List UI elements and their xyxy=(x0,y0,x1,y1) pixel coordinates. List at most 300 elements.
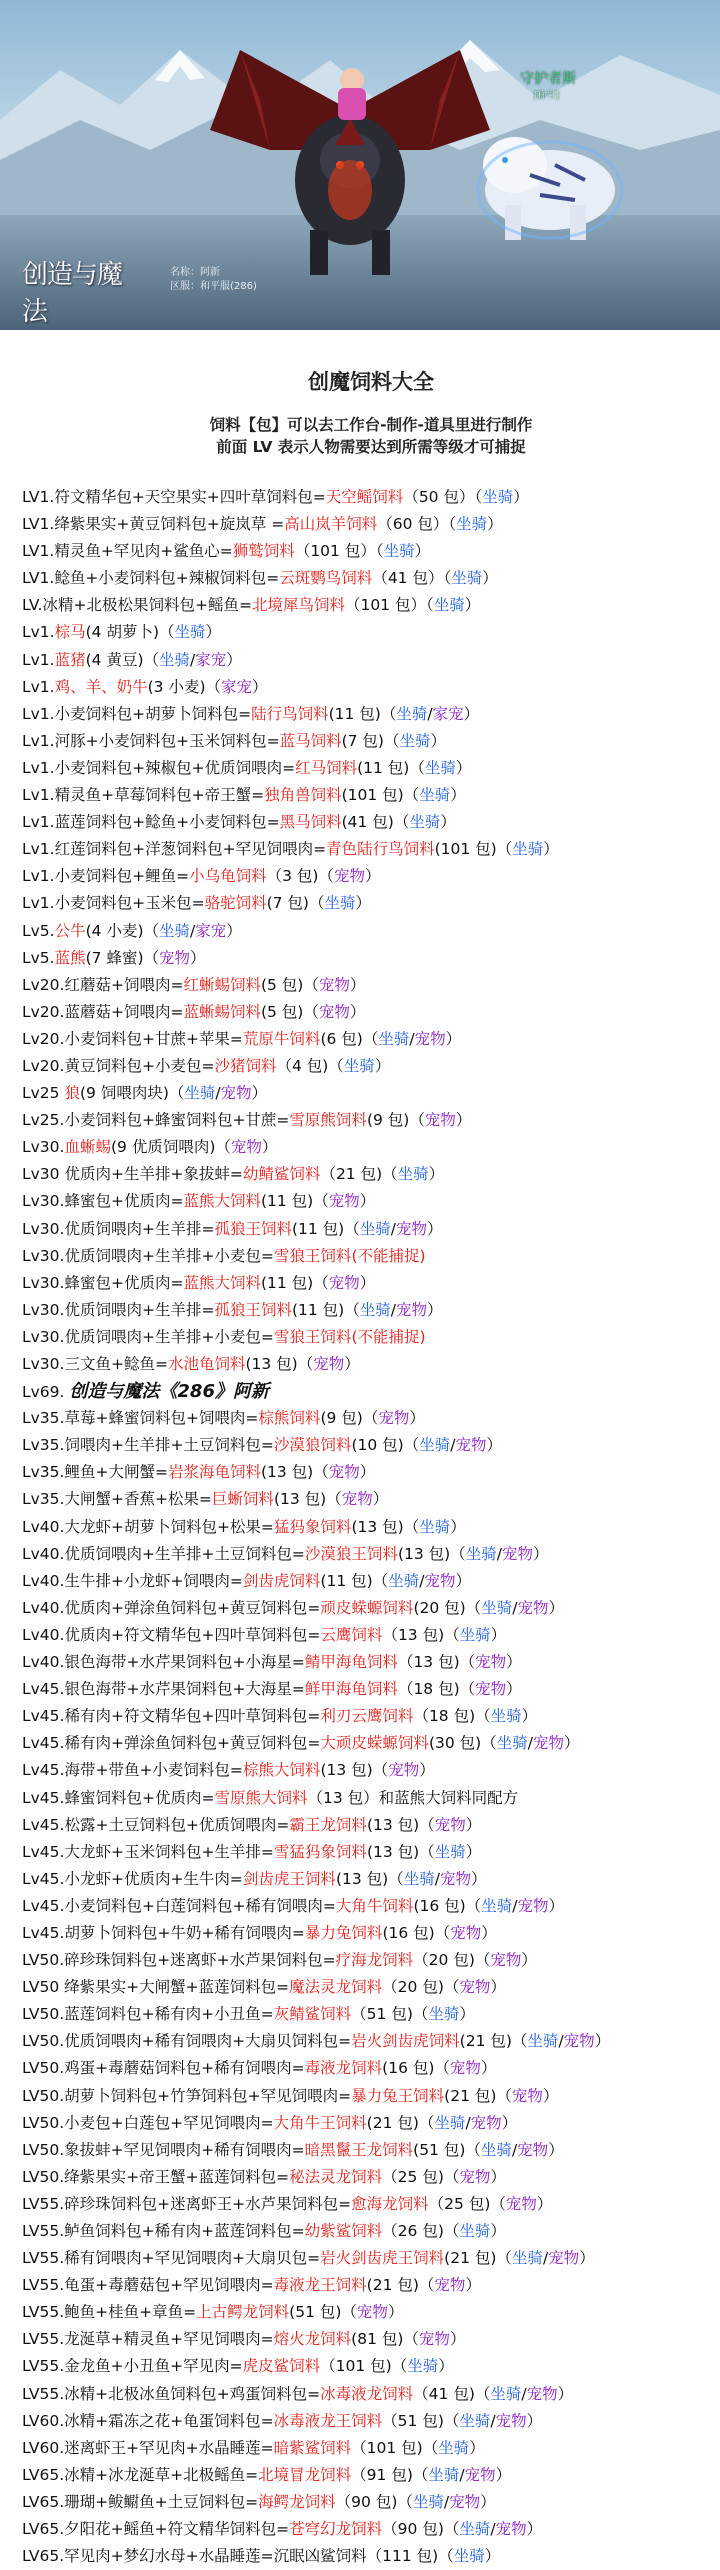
mount-tag: 坐骑 xyxy=(359,1300,391,1319)
recipe-text: Lv1.精灵鱼+草莓饲料包+帝王蟹= xyxy=(22,786,265,805)
recipe-text: / xyxy=(490,2411,496,2430)
char-name-label: 名称： xyxy=(170,267,200,278)
char-server: 和平服(286) xyxy=(200,281,257,292)
recipe-row xyxy=(22,1649,720,1676)
recipe-row xyxy=(22,1188,720,1215)
recipe-text: ） xyxy=(440,813,456,832)
recipe-text: （21 包)（ xyxy=(320,1165,398,1184)
recipe-row xyxy=(22,1893,720,1920)
mount-tag: 坐骑 xyxy=(359,1219,391,1238)
recipe-text: LV55.稀有饲喂肉+罕见饲喂肉+大扇贝包= xyxy=(22,2249,321,2268)
mount-tag: 坐骑 xyxy=(159,650,191,669)
recipe-feed-name: 蓝熊大饲料 xyxy=(183,1192,261,1211)
recipe-text: ） xyxy=(465,1815,482,1834)
recipe-feed-name: 岩火剑齿虎饲料 xyxy=(351,2032,460,2051)
recipe-text: ） xyxy=(359,1463,376,1482)
pet-tag: 宠物 xyxy=(526,2384,558,2403)
mount-tag: 坐骑 xyxy=(456,515,488,534)
recipe-feed-name: 岩火剑齿虎王饲料 xyxy=(320,2249,445,2268)
recipe-row xyxy=(22,1378,720,1405)
recipe-text: LV65.冰精+冰龙涎草+北极鳐鱼= xyxy=(22,2465,259,2484)
recipe-row xyxy=(22,1432,720,1459)
recipe-feed-name: 剑齿虎饲料 xyxy=(242,1571,321,1590)
recipe-text: ） xyxy=(449,2330,466,2349)
white-tiger-mount-figure xyxy=(460,95,630,245)
recipe-text: (13 包)（ xyxy=(351,1517,420,1536)
mount-tag: 坐骑 xyxy=(465,1544,497,1563)
recipe-feed-name: 北境犀鸟饲料 xyxy=(251,596,345,615)
recipe-text: ） xyxy=(252,677,268,696)
recipe-feed-name: 暗紫鲨饲料 xyxy=(273,2438,352,2457)
recipe-feed-name: 红马饲料 xyxy=(295,758,358,777)
recipe-text: ） xyxy=(521,1707,538,1726)
pet-tag: 宠物 xyxy=(511,2086,543,2105)
recipe-feed-name: 云斑鹦鸟饲料 xyxy=(279,569,373,588)
pet-tag: 宠物 xyxy=(532,1734,564,1753)
recipe-feed-name: 鸡、羊、奶牛 xyxy=(54,677,148,696)
recipe-row xyxy=(22,1541,720,1568)
recipe-text: （18 包)（ xyxy=(397,1680,476,1699)
recipe-text: LV1.符文精华包+天空果实+四叶草饲料包= xyxy=(22,488,326,506)
pet-tag: 宠物 xyxy=(464,2465,496,2484)
pet-tag: 宠物 xyxy=(328,1463,360,1482)
recipe-text: (5 包)（ xyxy=(260,1002,319,1021)
recipe-text: ） xyxy=(532,1544,549,1563)
recipe-row xyxy=(22,945,720,972)
recipe-row xyxy=(22,1947,720,1974)
recipe-feed-name: 剑齿虎王饲料 xyxy=(242,1869,336,1888)
recipe-text: ） xyxy=(484,2547,501,2566)
recipe-text: ） xyxy=(542,2086,559,2105)
recipe-text: ） xyxy=(490,1978,506,1997)
recipe-row xyxy=(22,1026,720,1053)
recipe-row xyxy=(22,1812,720,1839)
recipe-feed-name: 狼 xyxy=(64,1084,80,1103)
recipe-text: (51 包)（ xyxy=(413,2140,481,2159)
recipe-feed-name: 疗海龙饲料 xyxy=(335,1951,414,1970)
recipe-text: Lv1.小麦饲料包+玉米包= xyxy=(22,894,205,913)
recipe-text: Lv40.优质饲喂肉+生羊排+土豆饲料包= xyxy=(22,1544,305,1563)
recipe-text: LV55.冰精+北极冰鱼饲料包+鸡蛋饲料包= xyxy=(22,2384,321,2403)
recipe-text: Lv30 优质肉+生羊排+象拔蚌= xyxy=(22,1165,243,1184)
pet-tag: 宠物 xyxy=(517,1598,549,1617)
recipe-feed-name: 毒液龙王饲料 xyxy=(273,2276,367,2295)
recipe-feed-name: 陆行鸟饲料 xyxy=(251,704,329,723)
recipe-text: / xyxy=(409,1029,415,1048)
recipe-text: ） xyxy=(419,1761,435,1780)
recipe-text: Lv20.小麦饲料包+甘蔗+苹果= xyxy=(22,1029,243,1048)
recipe-text: (4 黄豆)（ xyxy=(85,650,160,669)
mount-tag: 坐骑 xyxy=(419,786,451,805)
recipe-text: / xyxy=(434,1869,440,1888)
recipe-text: ） xyxy=(513,488,529,506)
pet-tag: 宠物 xyxy=(378,1409,410,1428)
recipe-text: ） xyxy=(359,1273,376,1292)
recipe-text: ） xyxy=(465,2276,481,2295)
recipe-text: ） xyxy=(409,1409,425,1428)
recipe-text: Lv69. xyxy=(22,1383,70,1402)
recipe-text: (11 包)（ xyxy=(320,1571,389,1590)
recipe-text: Lv40.银色海带+水芹果饲料包+小海星= xyxy=(22,1653,305,1672)
recipe-feed-name: 红蜥蜴饲料 xyxy=(183,975,261,994)
pet-tag: 家宠 xyxy=(432,704,464,723)
recipe-text: LV55.碎珍珠饲料包+迷离虾王+水芦果饲料包= xyxy=(22,2194,352,2213)
pet-tag: 宠物 xyxy=(434,1815,466,1834)
mount-tag: 坐骑 xyxy=(459,2520,491,2539)
pet-tag: 宠物 xyxy=(495,2520,527,2539)
mount-tag: 坐骑 xyxy=(388,1571,420,1590)
recipe-text: LV50.胡萝卜饲料包+竹笋饲料包+罕见饲喂肉= xyxy=(22,2086,352,2105)
recipe-text: （90 包)（ xyxy=(335,2492,413,2511)
recipe-feed-name: 北境冒龙饲料 xyxy=(258,2465,352,2484)
recipe-text: / xyxy=(190,650,196,669)
recipe-text: (21 包)（ xyxy=(444,2086,512,2105)
recipe-text: （90 包)（ xyxy=(382,2520,460,2539)
recipe-text: ） xyxy=(372,1490,389,1509)
pet-tag: 宠物 xyxy=(517,1896,549,1915)
recipe-text: ） xyxy=(359,1192,376,1211)
recipe-text: / xyxy=(427,704,433,723)
mount-tag: 坐骑 xyxy=(399,731,431,750)
recipe-text: (4 小麦)（ xyxy=(85,921,160,940)
mount-tag: 坐骑 xyxy=(174,623,206,642)
recipe-row xyxy=(22,1161,720,1188)
recipe-text: LV55.金龙鱼+小丑鱼+罕见肉= xyxy=(22,2357,243,2376)
mount-tag: 坐骑 xyxy=(433,596,465,615)
recipe-text: Lv5. xyxy=(22,921,55,940)
pet-tag: 家宠 xyxy=(195,650,227,669)
recipe-text: / xyxy=(496,1544,502,1563)
recipe-row xyxy=(22,1676,720,1703)
recipe-text: (7 包)（ xyxy=(341,731,400,750)
recipe-text: LV50.蓝莲饲料包+稀有肉+小丑鱼= xyxy=(22,2005,274,2024)
pet-tag: 宠物 xyxy=(501,1544,533,1563)
recipe-feed-name: 虎皮鲨饲料 xyxy=(242,2357,321,2376)
recipe-text: (20 包)（ xyxy=(413,1598,482,1617)
recipe-text: LV50.优质饲喂肉+稀有饲喂肉+大扇贝饲料包= xyxy=(22,2032,352,2051)
recipe-text: / xyxy=(542,2249,549,2268)
recipe-row xyxy=(22,918,720,945)
mount-tag: 坐骑 xyxy=(428,2005,460,2024)
subtitle-line: 饲料【包】可以去工作台-制作-道具里进行制作 xyxy=(209,416,533,434)
recipe-feed-name: 秘法灵龙饲料 xyxy=(289,2167,383,2186)
recipe-feed-name: 巨蜥饲料 xyxy=(211,1490,274,1509)
recipe-text: Lv1.小麦饲料包+胡萝卜饲料包= xyxy=(22,704,252,723)
recipe-text: LV50.碎珍珠饲料包+迷离虾+水芦果饲料包= xyxy=(22,1951,336,1970)
recipe-feed-name: 海鳄龙饲料 xyxy=(258,2492,336,2511)
pet-tag: 宠物 xyxy=(505,2194,537,2213)
recipe-row xyxy=(22,674,720,701)
recipe-text: （101 包）（ xyxy=(294,542,384,561)
recipe-row xyxy=(22,2272,720,2299)
recipe-row xyxy=(22,2462,720,2489)
recipe-feed-name: 利刃云鹰饲料 xyxy=(320,1707,414,1726)
recipe-text: (9 饲喂肉块)（ xyxy=(79,1084,185,1103)
recipe-text: Lv20.蓝蘑菇+饲喂肉= xyxy=(22,1002,184,1021)
recipe-text: / xyxy=(512,1598,518,1617)
recipe-text: LV50 绛紫果实+大闸蟹+蓝莲饲料包= xyxy=(22,1978,290,1997)
recipe-feed-name: 顽皮蝾螈饲料 xyxy=(320,1598,414,1617)
pet-tag: 宠物 xyxy=(220,1084,252,1103)
recipe-text: (11 包)（ xyxy=(291,1219,360,1238)
player-nameplate xyxy=(520,68,576,101)
recipe-row xyxy=(22,592,720,619)
recipe-text: LV65.珊瑚+鲅鳚鱼+土豆饲料包= xyxy=(22,2492,259,2511)
recipe-text: (13 包)（ xyxy=(366,1842,435,1861)
mount-tag: 坐骑 xyxy=(438,2438,470,2457)
recipe-text: ） xyxy=(536,2194,553,2213)
recipe-text: Lv40.优质肉+弹涂鱼饲料包+黄豆饲料包= xyxy=(22,1598,321,1617)
feed-recipe-list xyxy=(22,484,720,2570)
dragon-mount-figure xyxy=(200,40,500,280)
recipe-text: （41 包）（ xyxy=(372,569,452,588)
recipe-text: LV.冰精+北极松果饲料包+鳐鱼= xyxy=(22,596,252,615)
recipe-text: ） xyxy=(349,975,366,994)
mount-tag: 坐骑 xyxy=(378,1029,410,1048)
mount-tag: 坐骑 xyxy=(512,840,544,859)
recipe-text: ） xyxy=(482,569,498,588)
mount-tag: 坐骑 xyxy=(403,1869,435,1888)
recipe-text: ） xyxy=(501,2113,518,2132)
mount-tag: 坐骑 xyxy=(459,2222,491,2240)
recipe-text: (11 包)（ xyxy=(328,704,397,723)
recipe-row xyxy=(22,701,720,728)
recipe-row xyxy=(22,1703,720,1730)
recipe-text: Lv30. xyxy=(22,1138,65,1157)
recipe-text: ） xyxy=(490,2167,506,2186)
recipe-row xyxy=(22,1270,720,1297)
recipe-text: (16 包)（ xyxy=(413,1896,482,1915)
recipe-text: Lv45.银色海带+水芹果饲料包+大海星= xyxy=(22,1680,305,1699)
recipe-feed-name: 魔法灵龙饲料 xyxy=(289,1978,383,1997)
mount-tag: 坐骑 xyxy=(407,2357,439,2376)
recipe-text: / xyxy=(443,2492,450,2511)
recipe-feed-name: 上古鳄龙饲料 xyxy=(196,2303,290,2322)
mount-tag: 坐骑 xyxy=(496,1734,528,1753)
recipe-text: Lv1. xyxy=(22,650,55,669)
recipe-text: Lv25.小麦饲料包+蜂蜜饲料包+甘蔗= xyxy=(22,1111,290,1130)
recipe-text: Lv40.大龙虾+胡萝卜饲料包+松果= xyxy=(22,1517,274,1536)
game-logo xyxy=(22,254,140,327)
recipe-row xyxy=(22,1216,720,1243)
recipe-text: ） xyxy=(438,2357,454,2376)
recipe-row xyxy=(22,2110,720,2137)
recipe-row xyxy=(22,2028,720,2055)
recipe-text: (13 包)（ xyxy=(397,1544,466,1563)
mount-tag: 坐骑 xyxy=(184,1084,216,1103)
recipe-feed-name: 蓝熊大饲料 xyxy=(183,1273,261,1292)
mount-tag: 坐骑 xyxy=(397,1165,429,1184)
pet-tag: 宠物 xyxy=(159,948,191,967)
recipe-row xyxy=(22,538,720,565)
recipe-feed-name: 猛犸象饲料 xyxy=(273,1517,352,1536)
recipe-text: (81 包)（ xyxy=(351,2330,419,2349)
recipe-text: ） xyxy=(465,1842,482,1861)
pet-tag: 宠物 xyxy=(548,2249,580,2268)
recipe-text: Lv35.鲤鱼+大闸蟹= xyxy=(22,1463,168,1482)
recipe-text: ） xyxy=(374,1056,391,1075)
game-logo-text: 创造与魔法 xyxy=(22,260,123,327)
mount-tag: 坐骑 xyxy=(451,569,483,588)
recipe-row xyxy=(22,1866,720,1893)
recipe-feed-name: 冰毒液龙饲料 xyxy=(320,2384,414,2403)
recipe-text: ） xyxy=(526,2411,543,2430)
mount-tag: 坐骑 xyxy=(159,921,191,940)
recipe-text: （3 包)（ xyxy=(266,867,334,886)
recipe-text: Lv30.优质饲喂肉+生羊排+小麦包= xyxy=(22,1246,274,1265)
recipe-text: Lv45.海带+带鱼+小麦饲料包= xyxy=(22,1761,243,1780)
recipe-row xyxy=(22,2516,720,2543)
recipe-text: ） xyxy=(426,1300,443,1319)
pet-tag: 宠物 xyxy=(356,2303,388,2322)
recipe-text: ） xyxy=(344,1355,360,1373)
recipe-text: （41 包)（ xyxy=(413,2384,491,2403)
recipe-text: Lv5. xyxy=(22,948,55,967)
mount-tag: 坐骑 xyxy=(324,894,356,913)
pet-tag: 宠物 xyxy=(449,2492,481,2511)
recipe-row xyxy=(22,1405,720,1432)
recipe-feed-name: 暗黑鬣王龙饲料 xyxy=(304,2140,414,2159)
recipe-feed-name: 沙漠狼王饲料 xyxy=(304,1544,398,1563)
recipe-feed-name: 蓝马饲料 xyxy=(279,731,342,750)
recipe-text: LV55.龙涎草+精灵鱼+罕见饲喂肉= xyxy=(22,2330,274,2349)
recipe-text: (16 包)（ xyxy=(382,1923,451,1942)
recipe-text: （25 包)（ xyxy=(382,2167,460,2186)
recipe-feed-name: 灰鲭鲨饲料 xyxy=(273,2005,352,2024)
recipe-text: Lv40.生牛排+小龙虾+饲喂肉= xyxy=(22,1571,243,1590)
recipe-row xyxy=(22,2381,720,2408)
pet-tag: 宠物 xyxy=(333,867,365,886)
recipe-row xyxy=(22,2489,720,2516)
pet-tag: 宠物 xyxy=(388,1761,420,1780)
recipe-text: ） xyxy=(464,596,481,615)
recipe-text: （51 包)（ xyxy=(382,2411,460,2430)
recipe-text: LV1.绛紫果实+黄豆饲料包+旋岚草 = xyxy=(22,515,285,534)
recipe-text: ） xyxy=(487,515,503,534)
recipe-text: Lv45.大龙虾+玉米饲料包+生羊排= xyxy=(22,1842,274,1861)
recipe-feed-name: 幼鲭鲨饲料 xyxy=(242,1165,321,1184)
recipe-text: ） xyxy=(480,2492,496,2511)
recipe-feed-name: 冰毒液龙王饲料 xyxy=(273,2411,383,2430)
recipe-row xyxy=(22,1053,720,1080)
recipe-row xyxy=(22,1974,720,2001)
recipe-row xyxy=(22,565,720,592)
recipe-row xyxy=(22,972,720,999)
recipe-feed-name: 孤狼王饲料 xyxy=(214,1219,292,1238)
feed-guide-content xyxy=(0,366,720,2570)
recipe-text: （50 包）（ xyxy=(403,488,483,506)
char-name: 阿新 xyxy=(200,267,220,278)
subtitle-line: 前面 LV 表示人物需要达到所需等级才可捕捉 xyxy=(216,438,526,456)
recipe-text: ） xyxy=(414,542,431,561)
recipe-feed-name: 鲭甲海龟饲料 xyxy=(304,1653,398,1672)
recipe-feed-name: 暴力兔饲料 xyxy=(304,1923,383,1942)
pet-tag: 宠物 xyxy=(418,2330,450,2349)
pet-tag: 宠物 xyxy=(414,1029,446,1048)
recipe-text: (10 包)（ xyxy=(351,1436,420,1455)
recipe-row xyxy=(22,1757,720,1784)
recipe-text: Lv35.饲喂肉+生羊排+土豆饲料包= xyxy=(22,1436,274,1455)
recipe-feed-name: 荒原牛饲料 xyxy=(242,1029,321,1048)
recipe-row xyxy=(22,2408,720,2435)
recipe-row xyxy=(22,484,720,511)
recipe-row xyxy=(22,1351,720,1378)
mount-tag: 坐骑 xyxy=(343,1056,375,1075)
recipe-feed-name: 蓝猪 xyxy=(54,650,86,669)
recipe-feed-name: 公牛 xyxy=(54,921,86,940)
pet-tag: 宠物 xyxy=(395,1300,427,1319)
recipe-text: LV60.冰精+霜冻之花+龟蛋饲料包= xyxy=(22,2411,274,2430)
mount-tag: 坐骑 xyxy=(412,2492,444,2511)
mount-tag: 坐骑 xyxy=(481,1896,513,1915)
recipe-feed-name: 棕熊饲料 xyxy=(258,1409,321,1428)
recipe-feed-name: 狮鹫饲料 xyxy=(232,542,295,561)
recipe-row xyxy=(22,1514,720,1541)
recipe-text: (4 胡萝卜)（ xyxy=(85,623,175,642)
recipe-row xyxy=(22,1243,720,1270)
recipe-feed-name: 骆驼饲料 xyxy=(204,894,267,913)
recipe-text: Lv40.优质肉+符文精华包+四叶草饲料包= xyxy=(22,1625,321,1644)
recipe-text: (9 包)（ xyxy=(320,1409,379,1428)
recipe-text: ） xyxy=(481,1923,497,1942)
recipe-text: / xyxy=(527,1734,533,1753)
mount-tag: 坐骑 xyxy=(419,1517,451,1536)
recipe-text: / xyxy=(419,1571,425,1590)
recipe-feed-name: 大角牛王饲料 xyxy=(273,2113,367,2132)
mount-tag: 坐骑 xyxy=(383,542,415,561)
recipe-text: ） xyxy=(205,623,222,642)
mount-tag: 坐骑 xyxy=(481,1598,513,1617)
recipe-row xyxy=(22,1839,720,1866)
recipe-row xyxy=(22,782,720,809)
pet-tag: 宠物 xyxy=(490,1951,522,1970)
recipe-text: LV50.绛紫果实+帝王蟹+蓝莲饲料包= xyxy=(22,2167,290,2186)
recipe-row xyxy=(22,2353,720,2380)
recipe-text: ） xyxy=(469,2438,485,2457)
recipe-feed-name: 岩浆海龟饲料 xyxy=(167,1463,261,1482)
recipe-feed-name: 血蜥蜴 xyxy=(64,1138,111,1157)
recipe-text: ） xyxy=(548,1598,564,1617)
recipe-text: Lv1.河豚+小麦饲料包+玉米饲料包= xyxy=(22,731,280,750)
recipe-row xyxy=(22,1920,720,1947)
recipe-row xyxy=(22,728,720,755)
subtitle-block xyxy=(22,414,720,458)
recipe-text: LV65.夕阳花+鳐鱼+符文精华饲料包= xyxy=(22,2520,290,2539)
recipe-text: (101 包)（ xyxy=(434,840,513,859)
recipe-feed-name: 暴力兔王饲料 xyxy=(351,2086,445,2105)
recipe-text: ） xyxy=(526,2520,543,2539)
mount-tag: 坐骑 xyxy=(428,2465,460,2484)
recipe-text: ） xyxy=(557,2384,574,2403)
recipe-text: （101 包)（ xyxy=(320,2357,408,2376)
recipe-feed-name: 雪狼王饲料 xyxy=(273,1327,352,1346)
recipe-text: ） xyxy=(486,1436,502,1455)
recipe-text: ） xyxy=(226,921,242,940)
recipe-text: (3 小麦)（ xyxy=(147,677,222,696)
recipe-row xyxy=(22,2191,720,2218)
recipe-text: LV1.鲶鱼+小麦饲料包+辣椒饲料包= xyxy=(22,569,280,588)
recipe-text: Lv30.蜂蜜包+优质肉= xyxy=(22,1273,184,1292)
recipe-row xyxy=(22,1297,720,1324)
recipe-text: ） xyxy=(579,2249,595,2268)
recipe-feed-name: 小乌龟饲料 xyxy=(189,867,267,886)
recipe-text: Lv30.优质饲喂肉+生羊排= xyxy=(22,1219,215,1238)
recipe-text: LV55.鲈鱼饲料包+稀有肉+蓝莲饲料包= xyxy=(22,2222,305,2240)
recipe-text: (11 包)（ xyxy=(260,1192,329,1211)
recipe-text: ） xyxy=(426,1219,443,1238)
recipe-text: Lv20.红蘑菇+饲喂肉= xyxy=(22,975,184,994)
recipe-text: (11 包)（ xyxy=(260,1273,329,1292)
